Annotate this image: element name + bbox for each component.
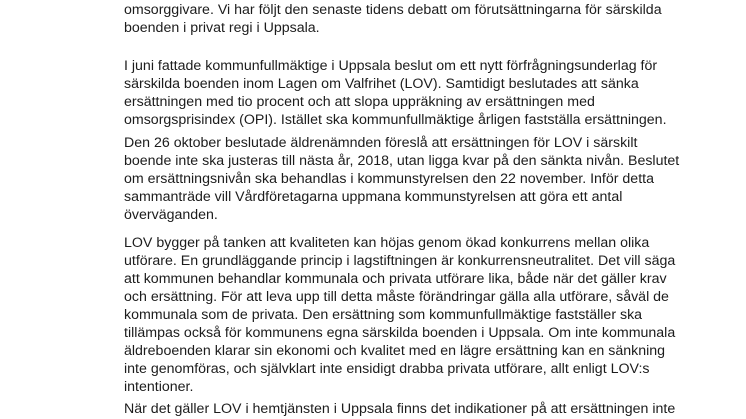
text-line: sammanträde vill Vårdföretagarna uppmana kommunstyrelsen att göra ett antal <box>124 189 623 205</box>
text-line: omsorgsprisindex (OPI). Istället ska kommunfullmäktige årligen fastställa ersättningen. <box>124 112 667 128</box>
text-line: om ersättningsnivån ska behandlas i kommunstyrelsen den 22 november. Inför detta <box>124 171 654 187</box>
text-line: omsorggivare. Vi har följt den senaste tidens debatt om förutsättningarna för särskilda <box>124 2 662 18</box>
text-line: överväganden. <box>124 207 218 223</box>
text-line: När det gäller LOV i hemtjänsten i Uppsala finns det indikationer på att ersättningen inte <box>124 401 676 417</box>
text-line: äldreboenden klarar sin ekonomi och kvalitet med en lägre ersättning kan en sänkning <box>124 343 666 359</box>
text-line: I juni fattade kommunfullmäktige i Uppsala beslut om ett nytt förfrågningsunderlag för <box>124 58 658 74</box>
text-line: Den 26 oktober beslutade äldrenämnden föreslå att ersättningen för LOV i särskilt <box>124 135 638 151</box>
text-line: inte genomföras, och självklart inte ensidigt drabba privata utförare, allt enligt LOV:s <box>124 361 650 377</box>
text-line: och ersättning. För att leva upp till detta måste förändringar gälla alla utförare, såväl de <box>124 289 669 305</box>
text-line: boende inte ska justeras till nästa år, 2018, utan ligga kvar på den sänkta nivån. Beslutet <box>124 153 680 169</box>
paragraph-home-care <box>124 400 744 418</box>
paragraph-june-decision <box>124 57 744 129</box>
text-line: kommunala som de privata. Den ersättning som kommunfullmäktige fastställer ska <box>124 307 643 323</box>
text-line: att kommunen behandlar kommunala och privata utförare lika, både när det gäller krav <box>124 271 667 287</box>
paragraph-intro <box>124 1 744 37</box>
text-line: tillämpas också för kommunens egna särskilda boenden i Uppsala. Om inte kommunala <box>124 325 676 341</box>
text-line: utförare. En grundläggande princip i lagstiftningen är konkurrensneutralitet. Det vill säga <box>124 253 676 269</box>
text-line: särskilda boenden inom Lagen om Valfrihet (LOV). Samtidigt beslutades att sänka <box>124 76 639 92</box>
text-line: ersättningen med tio procent och att slopa uppräkning av ersättningen med <box>124 94 595 110</box>
paragraph-october-decision <box>124 134 744 224</box>
paragraph-lov-principles <box>124 234 744 396</box>
text-line: intentioner. <box>124 379 194 395</box>
text-line: boenden i privat regi i Uppsala. <box>124 20 320 36</box>
text-line: LOV bygger på tanken att kvaliteten kan höjas genom ökad konkurrens mellan olika <box>124 235 650 251</box>
